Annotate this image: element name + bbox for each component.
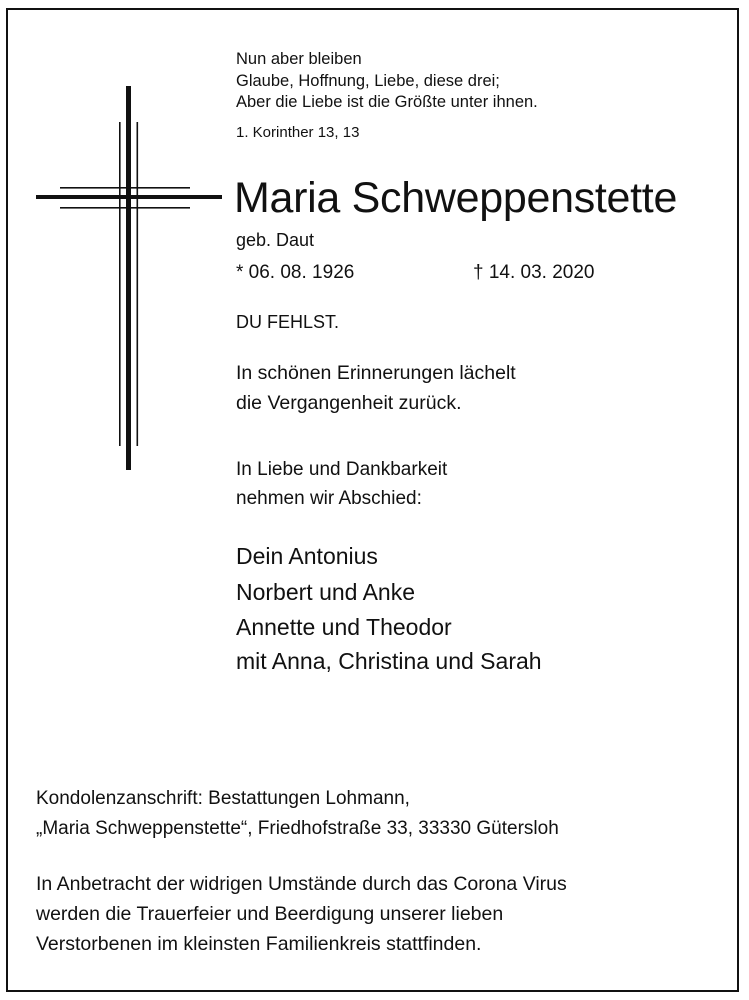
birth-date: * 06. 08. 1926 — [236, 262, 355, 283]
farewell-line: In Liebe und Dankbarkeit — [236, 459, 448, 480]
message-du-fehlst: DU FEHLST. — [236, 312, 340, 332]
mourner-entry: Annette und Theodor — [236, 614, 452, 640]
condolence-line: Kondolenzanschrift: Bestattungen Lohmann, — [36, 788, 410, 809]
memory-text — [236, 358, 516, 418]
verse-line: Nun aber bleiben — [236, 50, 362, 68]
notice-line: werden die Trauerfeier und Beerdigung unserer lieben — [36, 903, 504, 925]
memory-line: die Vergangenheit zurück. — [236, 392, 462, 414]
mourners-list — [236, 538, 542, 678]
mourner-entry: mit Anna, Christina und Sarah — [236, 648, 542, 674]
maiden-name: geb. Daut — [236, 230, 315, 250]
notice-line: In Anbetracht der widrigen Umstände durch das Corona Virus — [36, 873, 567, 895]
death-date: † 14. 03. 2020 — [473, 262, 595, 283]
farewell-line: nehmen wir Abschied: — [236, 488, 422, 509]
condolence-address — [36, 784, 559, 844]
mourner-entry: Dein Antonius — [236, 543, 378, 569]
verse-line: Aber die Liebe ist die Größte unter ihnen. — [236, 93, 538, 111]
deceased-name: Maria Schweppenstette — [234, 174, 678, 222]
bible-verse — [236, 49, 538, 114]
notice-line: Verstorbenen im kleinsten Familienkreis stattfinden. — [36, 933, 482, 955]
mourner-entry: Norbert und Anke — [236, 579, 416, 605]
christian-cross-icon — [30, 86, 226, 470]
farewell-text — [236, 455, 447, 513]
verse-reference: 1. Korinther 13, 13 — [236, 124, 360, 141]
verse-line: Glaube, Hoffnung, Liebe, diese drei; — [236, 71, 500, 90]
condolence-line: „Maria Schweppenstette“, Friedhofstraße 33, 33330 Gütersloh — [36, 818, 559, 839]
funeral-notice — [36, 869, 567, 959]
memory-line: In schönen Erinnerungen lächelt — [236, 362, 516, 384]
